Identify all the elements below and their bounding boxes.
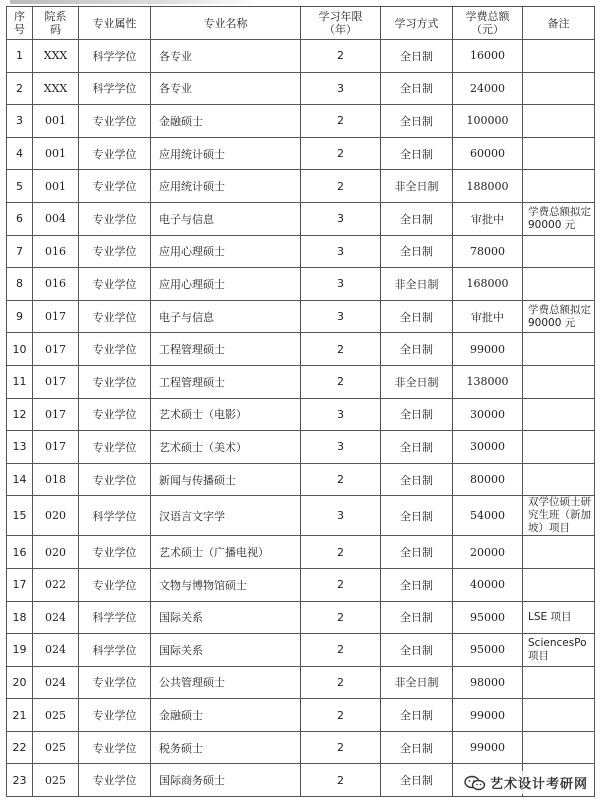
cell-note bbox=[523, 333, 595, 366]
cell-major-name: 新闻与传播硕士 bbox=[151, 463, 301, 496]
cell-seq: 17 bbox=[7, 568, 33, 601]
watermark bbox=[460, 771, 592, 794]
cell-years: 2 bbox=[301, 170, 381, 203]
table-row bbox=[7, 300, 595, 333]
cell-major-name: 工程管理硕士 bbox=[151, 333, 301, 366]
cell-tuition: 20000 bbox=[453, 536, 523, 569]
header-major: 专业名称 bbox=[151, 7, 301, 40]
table-row bbox=[7, 666, 595, 699]
cell-degree-type: 专业学位 bbox=[79, 202, 151, 235]
cell-degree-type: 专业学位 bbox=[79, 105, 151, 138]
cell-dept-code: XXX bbox=[33, 72, 79, 105]
cell-years: 2 bbox=[301, 105, 381, 138]
cell-dept-code: 020 bbox=[33, 536, 79, 569]
cell-tuition: 99000 bbox=[453, 699, 523, 732]
cell-major-name: 国际关系 bbox=[151, 634, 301, 667]
header-seq: 序 号 bbox=[7, 7, 33, 40]
cell-years: 3 bbox=[301, 235, 381, 268]
cell-years: 3 bbox=[301, 268, 381, 301]
cell-major-name: 公共管理硕士 bbox=[151, 666, 301, 699]
cell-major-name: 电子与信息 bbox=[151, 202, 301, 235]
header-type: 专业属性 bbox=[79, 7, 151, 40]
tuition-table bbox=[6, 6, 595, 797]
cell-degree-type: 科学学位 bbox=[79, 40, 151, 73]
cell-tuition: 16000 bbox=[453, 40, 523, 73]
cell-study-mode: 全日制 bbox=[381, 137, 453, 170]
cell-seq: 4 bbox=[7, 137, 33, 170]
cell-years: 3 bbox=[301, 300, 381, 333]
cell-note bbox=[523, 463, 595, 496]
cell-seq: 19 bbox=[7, 634, 33, 667]
cell-seq: 5 bbox=[7, 170, 33, 203]
cell-seq: 8 bbox=[7, 268, 33, 301]
cell-seq: 22 bbox=[7, 731, 33, 764]
table-body bbox=[7, 40, 595, 797]
cell-study-mode: 全日制 bbox=[381, 634, 453, 667]
cell-study-mode: 全日制 bbox=[381, 72, 453, 105]
cell-major-name: 国际商务硕士 bbox=[151, 764, 301, 797]
cell-study-mode: 全日制 bbox=[381, 105, 453, 138]
cell-study-mode: 非全日制 bbox=[381, 170, 453, 203]
cell-study-mode: 全日制 bbox=[381, 496, 453, 536]
cell-degree-type: 专业学位 bbox=[79, 731, 151, 764]
cell-degree-type: 专业学位 bbox=[79, 764, 151, 797]
cell-tuition: 98000 bbox=[453, 666, 523, 699]
cell-study-mode: 全日制 bbox=[381, 235, 453, 268]
cell-study-mode: 全日制 bbox=[381, 40, 453, 73]
cell-study-mode: 全日制 bbox=[381, 202, 453, 235]
cell-degree-type: 专业学位 bbox=[79, 699, 151, 732]
cell-tuition: 168000 bbox=[453, 268, 523, 301]
cell-seq: 11 bbox=[7, 365, 33, 398]
cell-note bbox=[523, 105, 595, 138]
cell-study-mode: 非全日制 bbox=[381, 268, 453, 301]
cell-seq: 21 bbox=[7, 699, 33, 732]
cell-tuition: 100000 bbox=[453, 105, 523, 138]
cell-tuition: 99000 bbox=[453, 731, 523, 764]
cell-dept-code: 001 bbox=[33, 137, 79, 170]
cell-degree-type: 专业学位 bbox=[79, 235, 151, 268]
cell-tuition: 99000 bbox=[453, 333, 523, 366]
cell-major-name: 国际关系 bbox=[151, 601, 301, 634]
table-row bbox=[7, 568, 595, 601]
cell-tuition: 30000 bbox=[453, 398, 523, 431]
cell-tuition: 78000 bbox=[453, 235, 523, 268]
table-row bbox=[7, 365, 595, 398]
cell-study-mode: 全日制 bbox=[381, 431, 453, 464]
cell-degree-type: 科学学位 bbox=[79, 496, 151, 536]
cell-major-name: 应用心理硕士 bbox=[151, 235, 301, 268]
cell-note bbox=[523, 170, 595, 203]
cell-dept-code: 016 bbox=[33, 268, 79, 301]
cell-note: 双学位硕士研究生班（新加坡）项目 bbox=[523, 496, 595, 536]
cell-major-name: 汉语言文字学 bbox=[151, 496, 301, 536]
cell-degree-type: 专业学位 bbox=[79, 431, 151, 464]
cell-dept-code: 017 bbox=[33, 398, 79, 431]
cell-study-mode: 全日制 bbox=[381, 764, 453, 797]
cell-major-name: 工程管理硕士 bbox=[151, 365, 301, 398]
cell-note bbox=[523, 72, 595, 105]
table-row bbox=[7, 202, 595, 235]
table-row bbox=[7, 431, 595, 464]
cell-major-name: 各专业 bbox=[151, 72, 301, 105]
cell-note bbox=[523, 235, 595, 268]
table-row bbox=[7, 170, 595, 203]
cell-seq: 23 bbox=[7, 764, 33, 797]
cell-major-name: 税务硕士 bbox=[151, 731, 301, 764]
cell-note: SciencesPo 项目 bbox=[523, 634, 595, 667]
cell-dept-code: 017 bbox=[33, 300, 79, 333]
cell-degree-type: 专业学位 bbox=[79, 137, 151, 170]
cell-seq: 12 bbox=[7, 398, 33, 431]
table-row bbox=[7, 463, 595, 496]
cell-dept-code: 025 bbox=[33, 731, 79, 764]
cell-tuition: 审批中 bbox=[453, 300, 523, 333]
cell-years: 2 bbox=[301, 634, 381, 667]
cell-degree-type: 专业学位 bbox=[79, 463, 151, 496]
cell-study-mode: 非全日制 bbox=[381, 365, 453, 398]
cell-major-name: 金融硕士 bbox=[151, 105, 301, 138]
cell-note bbox=[523, 137, 595, 170]
table-header-row bbox=[7, 7, 595, 40]
table-row bbox=[7, 333, 595, 366]
cell-years: 2 bbox=[301, 40, 381, 73]
cell-years: 2 bbox=[301, 568, 381, 601]
cell-study-mode: 全日制 bbox=[381, 463, 453, 496]
cell-study-mode: 全日制 bbox=[381, 601, 453, 634]
cell-note bbox=[523, 568, 595, 601]
cell-years: 3 bbox=[301, 496, 381, 536]
cell-tuition: 30000 bbox=[453, 431, 523, 464]
cell-study-mode: 全日制 bbox=[381, 300, 453, 333]
cell-study-mode: 全日制 bbox=[381, 731, 453, 764]
cell-note bbox=[523, 398, 595, 431]
cell-degree-type: 专业学位 bbox=[79, 568, 151, 601]
wechat-icon bbox=[464, 775, 486, 791]
cell-major-name: 各专业 bbox=[151, 40, 301, 73]
cell-dept-code: 020 bbox=[33, 496, 79, 536]
cell-years: 2 bbox=[301, 666, 381, 699]
cell-study-mode: 全日制 bbox=[381, 699, 453, 732]
cell-years: 2 bbox=[301, 333, 381, 366]
cell-years: 3 bbox=[301, 431, 381, 464]
cell-degree-type: 专业学位 bbox=[79, 300, 151, 333]
cell-dept-code: 001 bbox=[33, 105, 79, 138]
header-fee: 学费总额 （元） bbox=[453, 7, 523, 40]
cell-degree-type: 专业学位 bbox=[79, 536, 151, 569]
table-row bbox=[7, 105, 595, 138]
table-row bbox=[7, 40, 595, 73]
cell-degree-type: 专业学位 bbox=[79, 268, 151, 301]
cell-degree-type: 科学学位 bbox=[79, 72, 151, 105]
cell-years: 2 bbox=[301, 764, 381, 797]
cell-major-name: 文物与博物馆硕士 bbox=[151, 568, 301, 601]
cell-note bbox=[523, 365, 595, 398]
cell-major-name: 金融硕士 bbox=[151, 699, 301, 732]
cell-years: 2 bbox=[301, 536, 381, 569]
cell-dept-code: 004 bbox=[33, 202, 79, 235]
cell-note bbox=[523, 40, 595, 73]
cell-years: 2 bbox=[301, 601, 381, 634]
cell-degree-type: 专业学位 bbox=[79, 170, 151, 203]
cell-degree-type: 专业学位 bbox=[79, 333, 151, 366]
cell-dept-code: 017 bbox=[33, 431, 79, 464]
table-row bbox=[7, 235, 595, 268]
cell-dept-code: 017 bbox=[33, 365, 79, 398]
cell-dept-code: 018 bbox=[33, 463, 79, 496]
cell-seq: 2 bbox=[7, 72, 33, 105]
cell-note bbox=[523, 699, 595, 732]
cell-note bbox=[523, 731, 595, 764]
cell-seq: 6 bbox=[7, 202, 33, 235]
cell-tuition: 54000 bbox=[453, 496, 523, 536]
cell-dept-code: 024 bbox=[33, 634, 79, 667]
cell-tuition: 95000 bbox=[453, 634, 523, 667]
cell-note bbox=[523, 268, 595, 301]
cell-study-mode: 全日制 bbox=[381, 398, 453, 431]
cell-seq: 3 bbox=[7, 105, 33, 138]
cell-note bbox=[523, 536, 595, 569]
cell-dept-code: 025 bbox=[33, 764, 79, 797]
cell-note: LSE 项目 bbox=[523, 601, 595, 634]
cell-tuition: 188000 bbox=[453, 170, 523, 203]
cell-degree-type: 专业学位 bbox=[79, 398, 151, 431]
cell-seq: 14 bbox=[7, 463, 33, 496]
cell-tuition: 138000 bbox=[453, 365, 523, 398]
table-row bbox=[7, 398, 595, 431]
cell-note bbox=[523, 666, 595, 699]
table-row bbox=[7, 731, 595, 764]
cell-years: 3 bbox=[301, 398, 381, 431]
top-decoration-line bbox=[10, 0, 260, 4]
cell-seq: 10 bbox=[7, 333, 33, 366]
table-row bbox=[7, 72, 595, 105]
cell-dept-code: 001 bbox=[33, 170, 79, 203]
cell-major-name: 应用心理硕士 bbox=[151, 268, 301, 301]
cell-major-name: 电子与信息 bbox=[151, 300, 301, 333]
cell-note: 学费总额拟定 90000 元 bbox=[523, 202, 595, 235]
header-years: 学习年限 （年） bbox=[301, 7, 381, 40]
header-note: 备注 bbox=[523, 7, 595, 40]
cell-degree-type: 科学学位 bbox=[79, 601, 151, 634]
table-row bbox=[7, 601, 595, 634]
cell-seq: 15 bbox=[7, 496, 33, 536]
table-row bbox=[7, 536, 595, 569]
cell-years: 2 bbox=[301, 699, 381, 732]
cell-dept-code: 016 bbox=[33, 235, 79, 268]
cell-seq: 7 bbox=[7, 235, 33, 268]
cell-seq: 13 bbox=[7, 431, 33, 464]
cell-tuition: 95000 bbox=[453, 601, 523, 634]
cell-dept-code: 024 bbox=[33, 666, 79, 699]
cell-tuition: 40000 bbox=[453, 568, 523, 601]
cell-years: 3 bbox=[301, 202, 381, 235]
cell-major-name: 艺术硕士（电影） bbox=[151, 398, 301, 431]
cell-years: 2 bbox=[301, 731, 381, 764]
header-mode: 学习方式 bbox=[381, 7, 453, 40]
cell-dept-code: 022 bbox=[33, 568, 79, 601]
cell-seq: 18 bbox=[7, 601, 33, 634]
cell-major-name: 应用统计硕士 bbox=[151, 170, 301, 203]
cell-tuition: 24000 bbox=[453, 72, 523, 105]
cell-years: 2 bbox=[301, 137, 381, 170]
cell-tuition: 80000 bbox=[453, 463, 523, 496]
table-row bbox=[7, 634, 595, 667]
cell-seq: 9 bbox=[7, 300, 33, 333]
table-row bbox=[7, 268, 595, 301]
cell-major-name: 艺术硕士（广播电视） bbox=[151, 536, 301, 569]
cell-major-name: 应用统计硕士 bbox=[151, 137, 301, 170]
cell-major-name: 艺术硕士（美术） bbox=[151, 431, 301, 464]
cell-study-mode: 非全日制 bbox=[381, 666, 453, 699]
cell-dept-code: 025 bbox=[33, 699, 79, 732]
table-row bbox=[7, 137, 595, 170]
cell-study-mode: 全日制 bbox=[381, 333, 453, 366]
cell-dept-code: 017 bbox=[33, 333, 79, 366]
cell-tuition: 审批中 bbox=[453, 202, 523, 235]
cell-degree-type: 专业学位 bbox=[79, 666, 151, 699]
cell-dept-code: XXX bbox=[33, 40, 79, 73]
cell-degree-type: 科学学位 bbox=[79, 634, 151, 667]
cell-seq: 20 bbox=[7, 666, 33, 699]
table-row bbox=[7, 496, 595, 536]
cell-years: 2 bbox=[301, 463, 381, 496]
cell-dept-code: 024 bbox=[33, 601, 79, 634]
table-row bbox=[7, 699, 595, 732]
cell-study-mode: 全日制 bbox=[381, 536, 453, 569]
cell-note: 学费总额拟定 90000 元 bbox=[523, 300, 595, 333]
cell-years: 3 bbox=[301, 72, 381, 105]
cell-years: 2 bbox=[301, 365, 381, 398]
cell-degree-type: 专业学位 bbox=[79, 365, 151, 398]
cell-study-mode: 全日制 bbox=[381, 568, 453, 601]
cell-tuition: 60000 bbox=[453, 137, 523, 170]
cell-note bbox=[523, 431, 595, 464]
watermark-text: 艺术设计考研网 bbox=[489, 777, 588, 792]
header-dept: 院系 码 bbox=[33, 7, 79, 40]
cell-seq: 16 bbox=[7, 536, 33, 569]
cell-seq: 1 bbox=[7, 40, 33, 73]
